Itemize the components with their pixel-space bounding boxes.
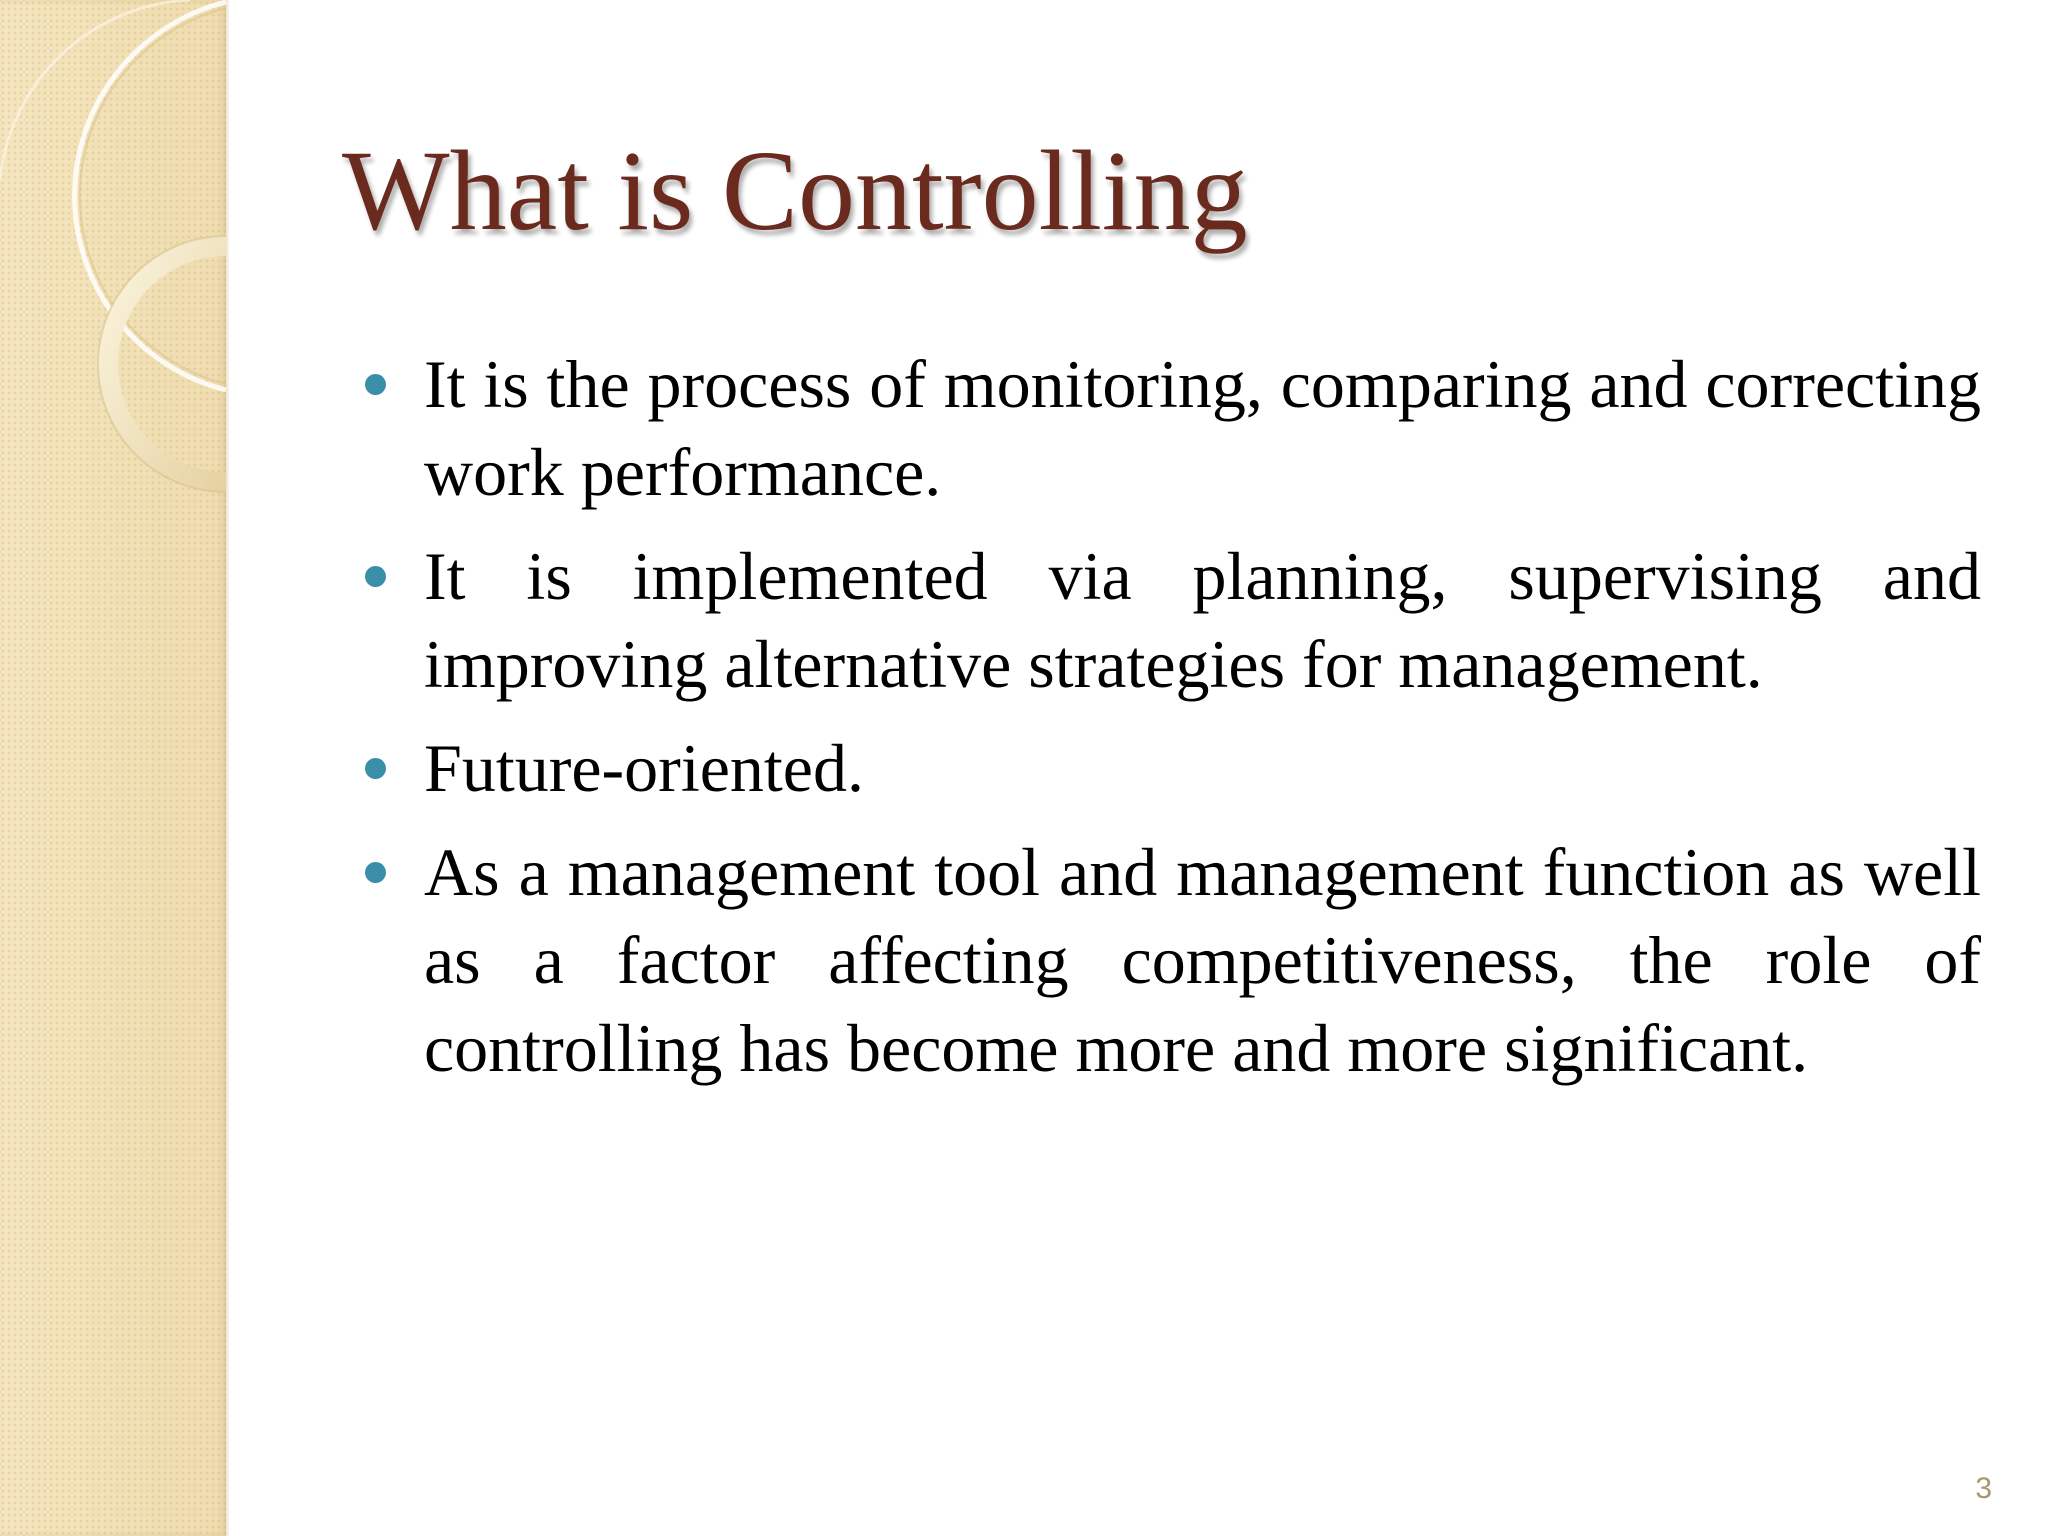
slide-number: 3 <box>1975 1472 1992 1505</box>
bullet-text: Future-oriented. <box>424 730 864 806</box>
list-item <box>357 340 1981 516</box>
large-ring-shadow <box>80 8 226 384</box>
bullet-list <box>357 340 1981 1108</box>
bullet-dot-icon <box>365 758 386 779</box>
bullet-text: It is the process of monitoring, comparing and correcting work performance. <box>424 346 1981 510</box>
large-ring-arc <box>75 2 226 390</box>
bullet-dot-icon <box>365 374 386 395</box>
bullet-text: As a management tool and management function as well as a factor affecting competitiveness, the role of controlling has become more and more significant. <box>424 834 1981 1086</box>
bullet-text: It is implemented via planning, supervising and improving alternative strategies for management. <box>424 538 1981 702</box>
slide-title: What is Controlling <box>342 127 1248 254</box>
list-item <box>357 532 1981 708</box>
bullet-dot-icon <box>365 862 386 883</box>
list-item <box>357 828 1981 1092</box>
bullet-dot-icon <box>365 566 386 587</box>
top-corner-arc <box>0 0 190 180</box>
list-item <box>357 724 1981 812</box>
